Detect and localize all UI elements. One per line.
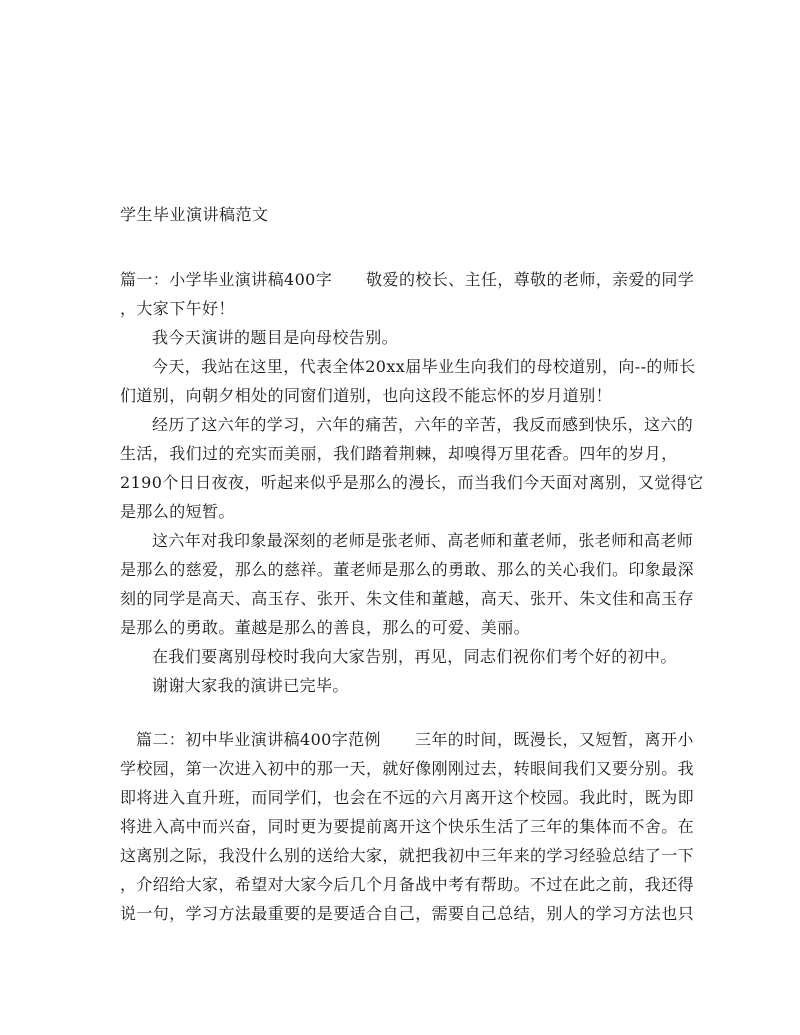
paragraph-line: 是那么的慈爱，那么的慈祥。董老师是那么的勇敢、那么的关心我们。印象最深	[120, 560, 695, 579]
section-two-opening: 三年的时间，既漫长，又短暂，离开小	[414, 730, 694, 749]
paragraph-line: 经历了这六年的学习，六年的痛苦，六年的辛苦，我反而感到快乐，这六的	[152, 415, 694, 434]
paragraph-line: 今天，我站在这里，代表全体20xx届毕业生向我们的母校道别，向--的师长	[152, 357, 696, 376]
section-one-heading: 篇一：小学毕业演讲稿400字	[120, 270, 333, 289]
paragraph-line: 我今天演讲的题目是向母校告别。	[152, 328, 399, 347]
paragraph-line: 这离别之际，我没什么别的送给大家，就把我初中三年来的学习经验总结了一下	[120, 846, 695, 865]
paragraph-line: 说一句，学习方法最重要的是要适合自己，需要自己总结，别人的学习方法也只	[120, 904, 695, 923]
paragraph-line: 是那么的短暂。	[120, 502, 235, 521]
paragraph-line: 刻的同学是高天、高玉存、张开、朱文佳和董越，高天、张开、朱文佳和高玉存	[120, 589, 695, 608]
paragraph-line: ，介绍给大家，希望对大家今后几个月备战中考有帮助。不过在此之前，我还得	[120, 875, 695, 894]
section-two-heading: 篇二：初中毕业演讲稿400字范例	[136, 730, 381, 749]
text-line	[120, 265, 695, 294]
paragraph-line: 在我们要离别母校时我向大家告别，再见，同志们祝你们考个好的初中。	[152, 647, 677, 666]
text-line	[120, 725, 694, 754]
document-title: 学生毕业演讲稿范文	[120, 205, 269, 224]
paragraph-line: 即将进入直升班，而同学们，也会在不远的六月离开这个校园。我此时，既为即	[120, 788, 695, 807]
paragraph-line: 这六年对我印象最深刻的老师是张老师、高老师和董老师，张老师和高老师	[152, 531, 694, 550]
paragraph-line: 学校园，第一次进入初中的那一天，就好像刚刚过去，转眼间我们又要分别。我	[120, 759, 695, 778]
section-one-body	[120, 323, 704, 700]
paragraph-line: 将进入高中而兴奋，同时更为要提前离开这个快乐生活了三年的集体而不舍。在	[120, 817, 695, 836]
text-line: ，大家下午好！	[120, 299, 235, 318]
paragraph-line: 是那么的勇敢。董越是那么的善良，那么的可爱、美丽。	[120, 618, 531, 637]
paragraph-line: 谢谢大家我的演讲已完毕。	[152, 676, 349, 695]
paragraph-line: 2190个日日夜夜，听起来似乎是那么的漫长，而当我们今天面对离别，又觉得它	[120, 473, 704, 492]
section-one-greeting: 敬爱的校长、主任，尊敬的老师，亲爱的同学	[366, 270, 695, 289]
section-two-body	[120, 725, 695, 928]
paragraph-line: 们道别，向朝夕相处的同窗们道别，也向这段不能忘怀的岁月道别！	[120, 386, 613, 405]
section-one-header	[120, 265, 695, 323]
paragraph-line: 生活，我们过的充实而美丽，我们踏着荆棘，却嗅得万里花香。四年的岁月，	[120, 444, 678, 463]
